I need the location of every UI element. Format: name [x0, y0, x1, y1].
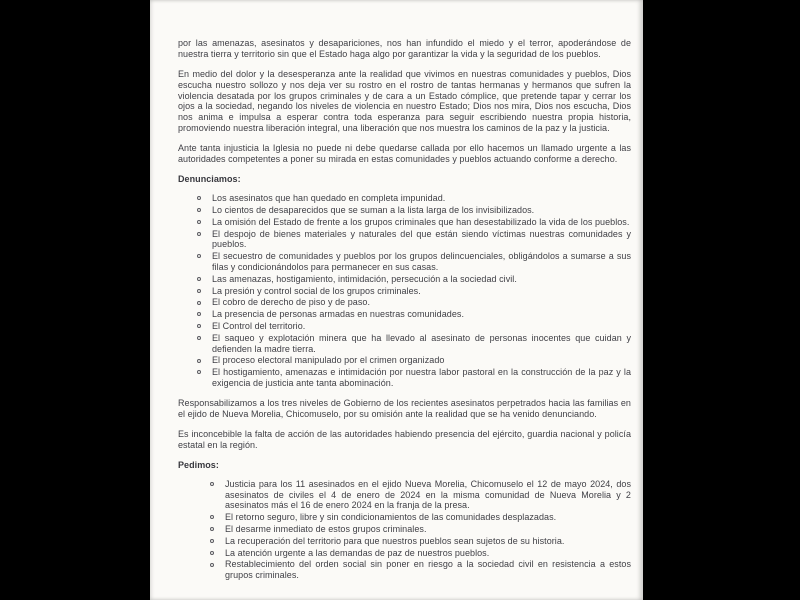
list-item-text: Las amenazas, hostigamiento, intimidación, persecución a la sociedad civil. — [212, 273, 517, 284]
list-item-text: La recuperación del territorio para que nuestros pueblos sean sujetos de su historia. — [225, 535, 565, 546]
paragraph-church-call: Ante tanta injusticia la Iglesia no puede ni debe quedarse callada por ello hacemos un llamado urgente a las autoridades competentes a poner su mirada en estas comunidades y pueblos actuando conforme a derecho. — [178, 143, 631, 165]
circle-bullet-icon — [197, 336, 201, 340]
circle-bullet-icon — [197, 254, 201, 258]
list-item-text: El hostigamiento, amenazas e intimidación por nuestra labor pastoral en la construcción de la paz y la exigencia de justicia ante tanta abominación. — [212, 367, 631, 389]
paragraph-inaction: Es inconcebible la falta de acción de las autoridades habiendo presencia del ejército, guardia nacional y policía estatal en la región. — [178, 428, 631, 450]
list-item-text: El retorno seguro, libre y sin condicionamientos de las comunidades desplazadas. — [225, 512, 557, 523]
paragraph-continuation: por las amenazas, asesinatos y desapariciones, nos han infundido el miedo y el terror, apoderándose de nuestra tierra y territorio sin que el Estado haga algo por garantizar la vida y la seguridad de los pueblos. — [178, 38, 631, 59]
list-item — [178, 251, 631, 273]
circle-bullet-icon — [210, 527, 214, 531]
paragraph-responsibility: Responsabilizamos a los tres niveles de Gobierno de los recientes asesinatos perpetrados hacia las familias en el ejido de Nueva Morelia, Chicomuselo, por su omisión ante la realidad que se ha venido denunciando. — [178, 397, 631, 419]
list-item — [178, 229, 631, 251]
circle-bullet-icon — [197, 220, 201, 224]
list-item-text: El despojo de bienes materiales y naturales del que están siendo víctimas nuestras comunidades y pueblos. — [212, 228, 631, 250]
paragraph-hope: En medio del dolor y la desesperanza ante la realidad que vivimos en nuestras comunidades y pueblos, Dios escucha nuestro sollozo y nos deja ver su rostro en el rostro de tantas hermanas y hermanos que sufren la violencia desatada por los grupos criminales y de cara a un Estado cómplice, que pretende tapar y cerrar los ojos a la sociedad, negando los niveles de violencia en nuestro Estado; Dios nos mira, Dios nos escucha, Dios nos anima e impulsa a esperar contra toda esperanza para seguir escribiendo nuestra propia historia, promoviendo nuestra liberación integral, una liberación que nos muestra los caminos de la paz y la justicia. — [178, 69, 631, 134]
circle-bullet-icon — [197, 370, 201, 374]
circle-bullet-icon — [210, 482, 214, 486]
list-item-text: La presencia de personas armadas en nuestras comunidades. — [212, 309, 465, 320]
pedimos-list — [178, 479, 631, 581]
circle-bullet-icon — [197, 301, 201, 305]
circle-bullet-icon — [210, 515, 214, 519]
list-item — [178, 367, 631, 389]
section-heading-denunciamos: Denunciamos: — [178, 174, 241, 185]
list-item — [178, 205, 631, 216]
list-item — [178, 333, 631, 355]
section-heading-pedimos: Pedimos: — [178, 460, 219, 470]
list-item — [178, 321, 631, 332]
list-item — [178, 217, 631, 228]
list-item — [178, 297, 631, 308]
document-page — [150, 0, 643, 600]
list-item-text: La presión y control social de los grupos criminales. — [212, 285, 421, 296]
circle-bullet-icon — [197, 208, 201, 212]
circle-bullet-icon — [210, 563, 214, 567]
circle-bullet-icon — [197, 232, 201, 236]
circle-bullet-icon — [197, 196, 201, 200]
list-item-text: Los asesinatos que han quedado en completa impunidad. — [212, 193, 446, 204]
list-item — [178, 559, 631, 581]
list-item-text: El saqueo y explotación minera que ha llevado al asesinato de personas inocentes que cuidan y defienden la madre tierra. — [212, 332, 631, 354]
list-item — [178, 274, 631, 285]
list-item-text: Justicia para los 11 asesinados en el ejido Nueva Morelia, Chicomuselo el 12 de mayo 2024, dos asesinatos de civiles el 4 de enero de 2024 en la misma comunidad de Nueva Morelia y 2 asesinatos más el 16 de enero 2024 en la franja de la presa. — [225, 478, 631, 511]
list-item — [178, 309, 631, 320]
list-item-text: Restablecimiento del orden social sin poner en riesgo a la sociedad civil en resistencia a estos grupos criminales. — [225, 559, 631, 581]
list-item — [178, 524, 631, 535]
list-item — [178, 548, 631, 559]
circle-bullet-icon — [197, 277, 201, 281]
denuncias-list — [178, 193, 631, 389]
list-item-text: El secuestro de comunidades y pueblos por los grupos delincuenciales, obligándolos a sumarse a sus filas y condicionándolos para permanecer en sus casas. — [212, 251, 631, 273]
list-item-text: El desarme inmediato de estos grupos criminales. — [225, 523, 427, 534]
list-item-text: Lo cientos de desaparecidos que se suman a la lista larga de los invisibilizados. — [212, 205, 535, 216]
circle-bullet-icon — [210, 551, 214, 555]
list-item-text: El Control del territorio. — [212, 321, 306, 332]
list-item-text: La omisión del Estado de frente a los grupos criminales que han desestabilizado la vida de los pueblos. — [212, 216, 630, 227]
list-item — [178, 479, 631, 511]
list-item — [178, 536, 631, 547]
circle-bullet-icon — [197, 289, 201, 293]
list-item-text: La atención urgente a las demandas de paz de nuestros pueblos. — [225, 547, 490, 558]
list-item — [178, 355, 631, 366]
list-item-text: El proceso electoral manipulado por el crimen organizado — [212, 355, 445, 366]
list-item-text: El cobro de derecho de piso y de paso. — [212, 297, 371, 308]
circle-bullet-icon — [197, 324, 201, 328]
list-item — [178, 512, 631, 523]
circle-bullet-icon — [210, 539, 214, 543]
list-item — [178, 193, 631, 204]
list-item — [178, 286, 631, 297]
circle-bullet-icon — [197, 359, 201, 363]
circle-bullet-icon — [197, 312, 201, 316]
